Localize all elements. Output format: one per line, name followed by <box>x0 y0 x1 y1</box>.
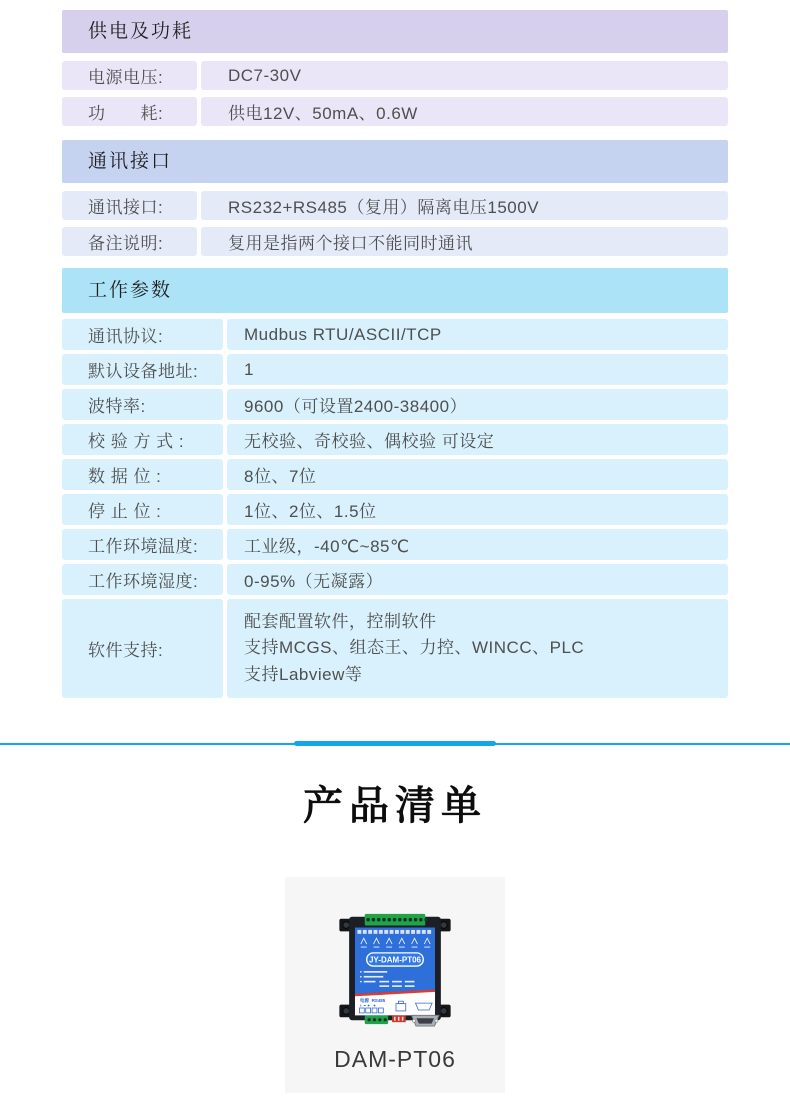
row-label: 通讯协议: <box>62 319 223 350</box>
row-label: 波特率: <box>62 389 223 420</box>
row-label: 校 验 方 式 : <box>62 424 223 455</box>
table-row <box>62 354 728 385</box>
table-row <box>62 191 728 220</box>
section-comm-interface <box>62 140 728 256</box>
table-row <box>62 389 728 420</box>
row-value: 供电12V、50mA、0.6W <box>201 97 728 126</box>
table-row <box>62 459 728 490</box>
table-row <box>62 564 728 595</box>
row-value: 0-95%（无凝露） <box>227 564 728 595</box>
row-value <box>227 599 728 698</box>
table-row <box>62 319 728 350</box>
row-label: 数 据 位 : <box>62 459 223 490</box>
table-row <box>62 424 728 455</box>
product-card <box>285 877 505 1093</box>
table-row <box>62 529 728 560</box>
table-row <box>62 599 728 698</box>
row-label: 停 止 位 : <box>62 494 223 525</box>
section-divider <box>0 741 790 747</box>
row-value: Mudbus RTU/ASCII/TCP <box>227 319 728 350</box>
device-power-label: 电源 <box>359 998 369 1004</box>
product-device-image <box>320 907 470 1029</box>
row-value: 1 <box>227 354 728 385</box>
row-label: 工作环境湿度: <box>62 564 223 595</box>
row-label: 备注说明: <box>62 227 197 256</box>
product-caption: DAM-PT06 <box>334 1046 456 1073</box>
row-value: 无校验、奇校验、偶校验 可设定 <box>227 424 728 455</box>
table-row <box>62 494 728 525</box>
row-value-line: 支持MCGS、组态王、力控、WINCC、PLC <box>244 638 585 658</box>
row-label: 工作环境温度: <box>62 529 223 560</box>
row-label: 软件支持: <box>62 599 223 698</box>
row-value-line: 配套配置软件，控制软件 <box>244 612 437 631</box>
row-value: 工业级，-40℃~85℃ <box>227 529 728 560</box>
product-list-title: 产品清单 <box>303 784 487 829</box>
divider-thick-bar <box>294 741 496 746</box>
device-model-label: JY-DAM-PT06 <box>368 955 422 965</box>
spec-table <box>62 10 728 698</box>
row-value: 复用是指两个接口不能同时通讯 <box>201 227 728 256</box>
table-row <box>62 227 728 256</box>
row-label: 功 耗: <box>62 97 197 126</box>
row-value: 9600（可设置2400-38400） <box>227 389 728 420</box>
row-value: DC7-30V <box>201 61 728 90</box>
row-value: 8位、7位 <box>227 459 728 490</box>
row-label: 默认设备地址: <box>62 354 223 385</box>
section-power-title: 供电及功耗 <box>62 10 728 53</box>
row-label: 电源电压: <box>62 61 197 90</box>
section-params-title: 工作参数 <box>62 268 728 313</box>
table-row <box>62 97 728 126</box>
row-value: 1位、2位、1.5位 <box>227 494 728 525</box>
section-comm-title: 通讯接口 <box>62 140 728 183</box>
device-rs485-label: RS485 <box>371 998 386 1004</box>
row-label: 通讯接口: <box>62 191 197 220</box>
table-row <box>62 61 728 90</box>
section-power <box>62 10 728 126</box>
row-value: RS232+RS485（复用）隔离电压1500V <box>201 191 728 220</box>
row-value-line: 支持Labview等 <box>244 664 363 684</box>
section-working-params <box>62 268 728 698</box>
